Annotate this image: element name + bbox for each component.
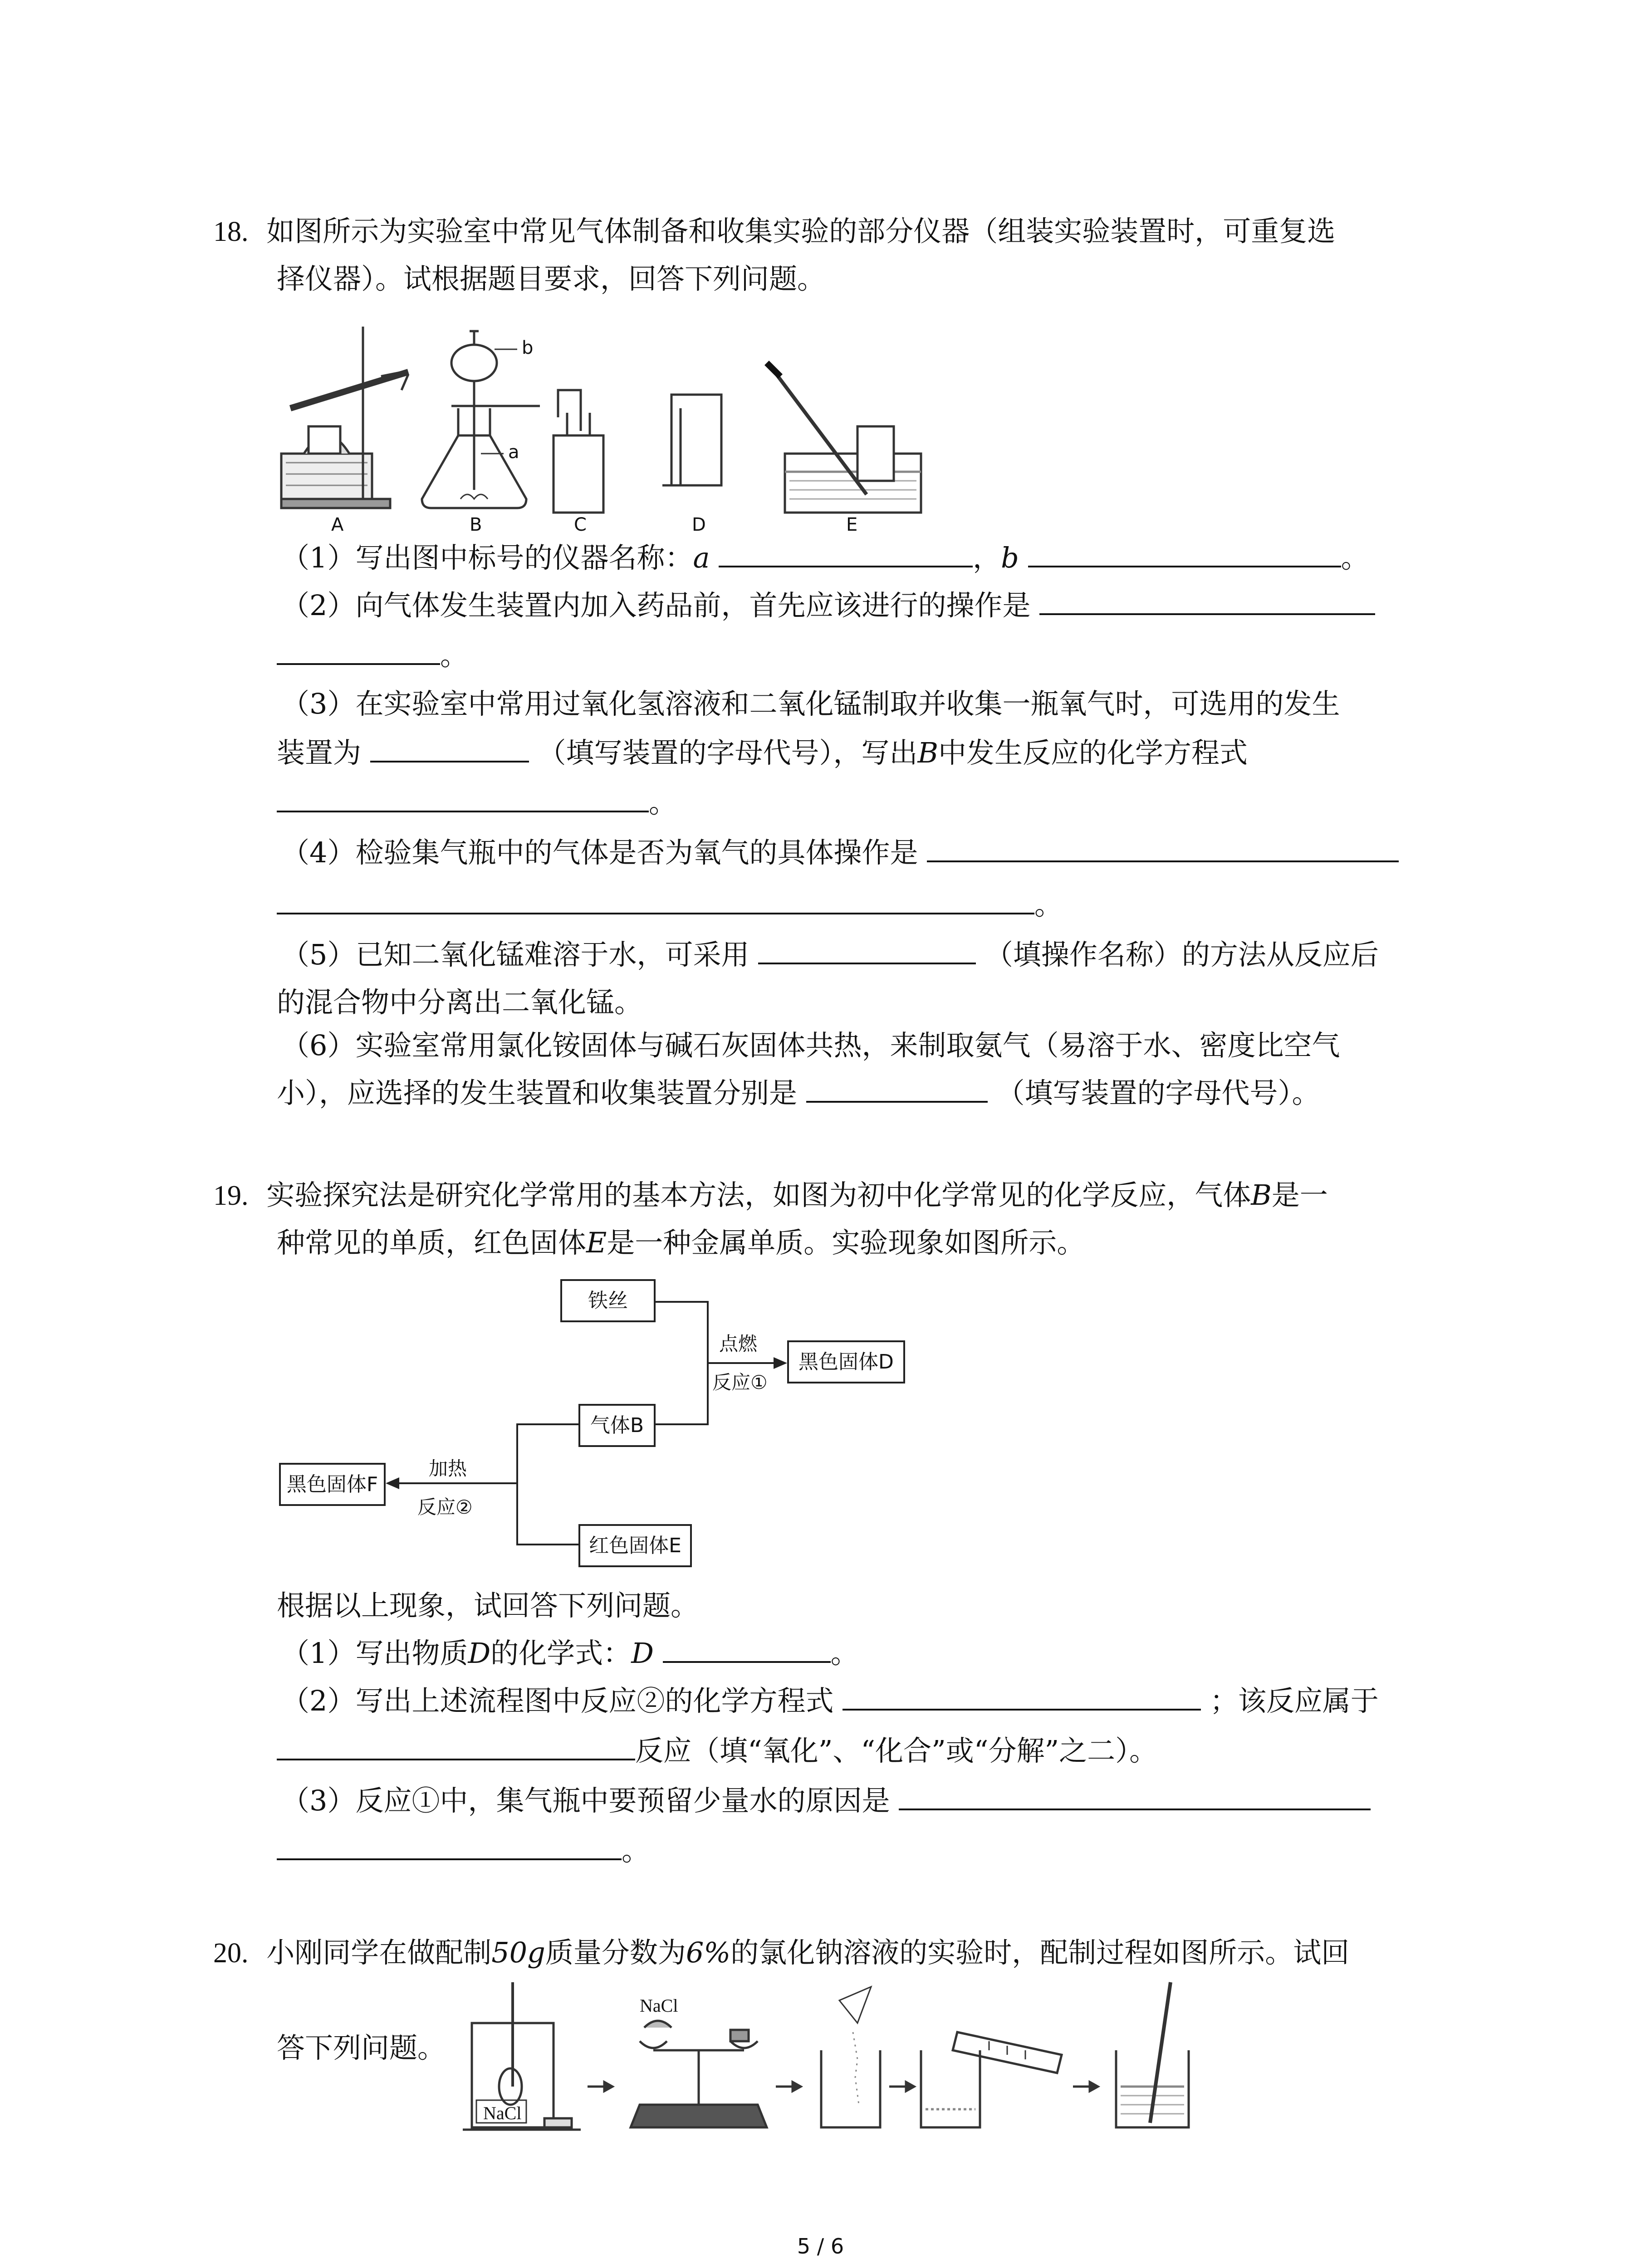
label-a: A bbox=[331, 514, 344, 535]
flow-label-reaction1: 反应① bbox=[712, 1371, 768, 1393]
flow-label-reaction2: 反应② bbox=[417, 1496, 473, 1518]
q19-number: 19. bbox=[213, 1180, 249, 1211]
mark-b: b bbox=[522, 337, 534, 358]
q19-stem-line1: 19. 实验探究法是研究化学常用的基本方法，如图为初中化学常见的化学反应，气体B是一 bbox=[213, 1178, 1328, 1212]
q19-part2-line2: 反应（填“氧化”、“化合”或“分解”之二）。 bbox=[277, 1733, 1157, 1769]
label-b: B bbox=[470, 514, 482, 535]
q19-answer-2a[interactable] bbox=[843, 1683, 1201, 1711]
beaker-pour-water-icon bbox=[921, 2032, 1062, 2127]
q20-stem-line1: 20. 小刚同学在做配制50g质量分数为6%的氯化钠溶液的实验时，配制过程如图所示。试回 bbox=[213, 1936, 1350, 1969]
q18-part1: （1）写出图中标号的仪器名称：a ，b 。 bbox=[281, 541, 1369, 574]
beaker-pour-solid-icon bbox=[821, 1987, 880, 2127]
q19-part3: （3）反应①中，集气瓶中要预留少量水的原因是 bbox=[281, 1783, 1371, 1819]
balance-label: NaCl bbox=[640, 1995, 678, 2016]
q19-part2: （2）写出上述流程图中反应②的化学方程式 ；该反应属于 bbox=[281, 1684, 1379, 1717]
q19-part3-line2: 。 bbox=[277, 1833, 650, 1869]
q18-part3-line1: （3）在实验室中常用过氧化氢溶液和二氧化锰制取并收集一瓶氧气时，可选用的发生 bbox=[281, 687, 1340, 720]
beaker-stir-icon bbox=[1116, 1982, 1189, 2127]
flow-black-solid-d: 黑色固体D bbox=[787, 1340, 905, 1383]
label-c: C bbox=[574, 514, 587, 535]
mark-a: a bbox=[508, 442, 519, 463]
q18-part4-line2: 。 bbox=[277, 887, 1063, 923]
q19-intro: 根据以上现象，试回答下列问题。 bbox=[277, 1589, 699, 1622]
q19-answer-2b[interactable] bbox=[277, 1733, 635, 1760]
reagent-bottle-icon bbox=[463, 1982, 581, 2130]
label-d: D bbox=[692, 514, 706, 535]
q20-procedure-figure bbox=[463, 1973, 1261, 2155]
q18-stem-line1: 18. 如图所示为实验室中常见气体制备和收集实验的部分仪器（组装实验装置时，可重复选 bbox=[213, 215, 1336, 248]
q18-part5: （5）已知二氧化锰难溶于水，可采用 （填操作名称）的方法从反应后 bbox=[281, 938, 1379, 971]
balance-icon bbox=[631, 2021, 767, 2127]
q18-part5-line2: 的混合物中分离出二氧化锰。 bbox=[277, 986, 643, 1019]
flow-label-ignite: 点燃 bbox=[719, 1333, 758, 1355]
q18-part4: （4）检验集气瓶中的气体是否为氧气的具体操作是 bbox=[281, 835, 1399, 871]
q18-part6-line2: 小），应选择的发生装置和收集装置分别是 （填写装置的字母代号）。 bbox=[277, 1076, 1320, 1110]
bottle-label: NaCl bbox=[483, 2103, 522, 2123]
q20-number: 20. bbox=[213, 1938, 249, 1969]
flow-black-solid-f: 黑色固体F bbox=[279, 1463, 386, 1506]
q19-part1: （1）写出物质D的化学式：D 。 bbox=[281, 1637, 859, 1670]
q18-part6-line1: （6）实验室常用氯化铵固体与碱石灰固体共热，来制取氨气（易溶于水、密度比空气 bbox=[281, 1029, 1340, 1062]
q19-stem-line2: 种常见的单质，红色固体E是一种金属单质。实验现象如图所示。 bbox=[277, 1226, 1085, 1259]
flow-iron-wire: 铁丝 bbox=[560, 1279, 656, 1322]
q19-answer-3b[interactable] bbox=[277, 1833, 622, 1860]
flow-gas-b: 气体B bbox=[578, 1404, 656, 1447]
q19-answer-1[interactable] bbox=[663, 1636, 831, 1663]
q19-answer-3a[interactable] bbox=[899, 1783, 1371, 1810]
flow-red-solid-e: 红色固体E bbox=[578, 1524, 692, 1567]
q20-stem-line2: 答下列问题。 bbox=[277, 2031, 446, 2064]
q18-part2-line2: 。 bbox=[277, 637, 468, 674]
q18-part2: （2）向气体发生装置内加入药品前，首先应该进行的操作是 bbox=[281, 587, 1375, 624]
q18-part3-line2: 装置为 （填写装置的字母代号），写出B中发生反应的化学方程式 bbox=[277, 736, 1248, 769]
label-e: E bbox=[846, 514, 858, 535]
q18-part3-line3: 。 bbox=[277, 785, 677, 821]
flow-label-heat: 加热 bbox=[429, 1457, 467, 1480]
q18-stem-line2: 择仪器）。试根据题目要求，回答下列问题。 bbox=[277, 262, 826, 295]
q18-number: 18. bbox=[213, 216, 249, 247]
page-number: 5 / 6 bbox=[797, 2234, 844, 2258]
